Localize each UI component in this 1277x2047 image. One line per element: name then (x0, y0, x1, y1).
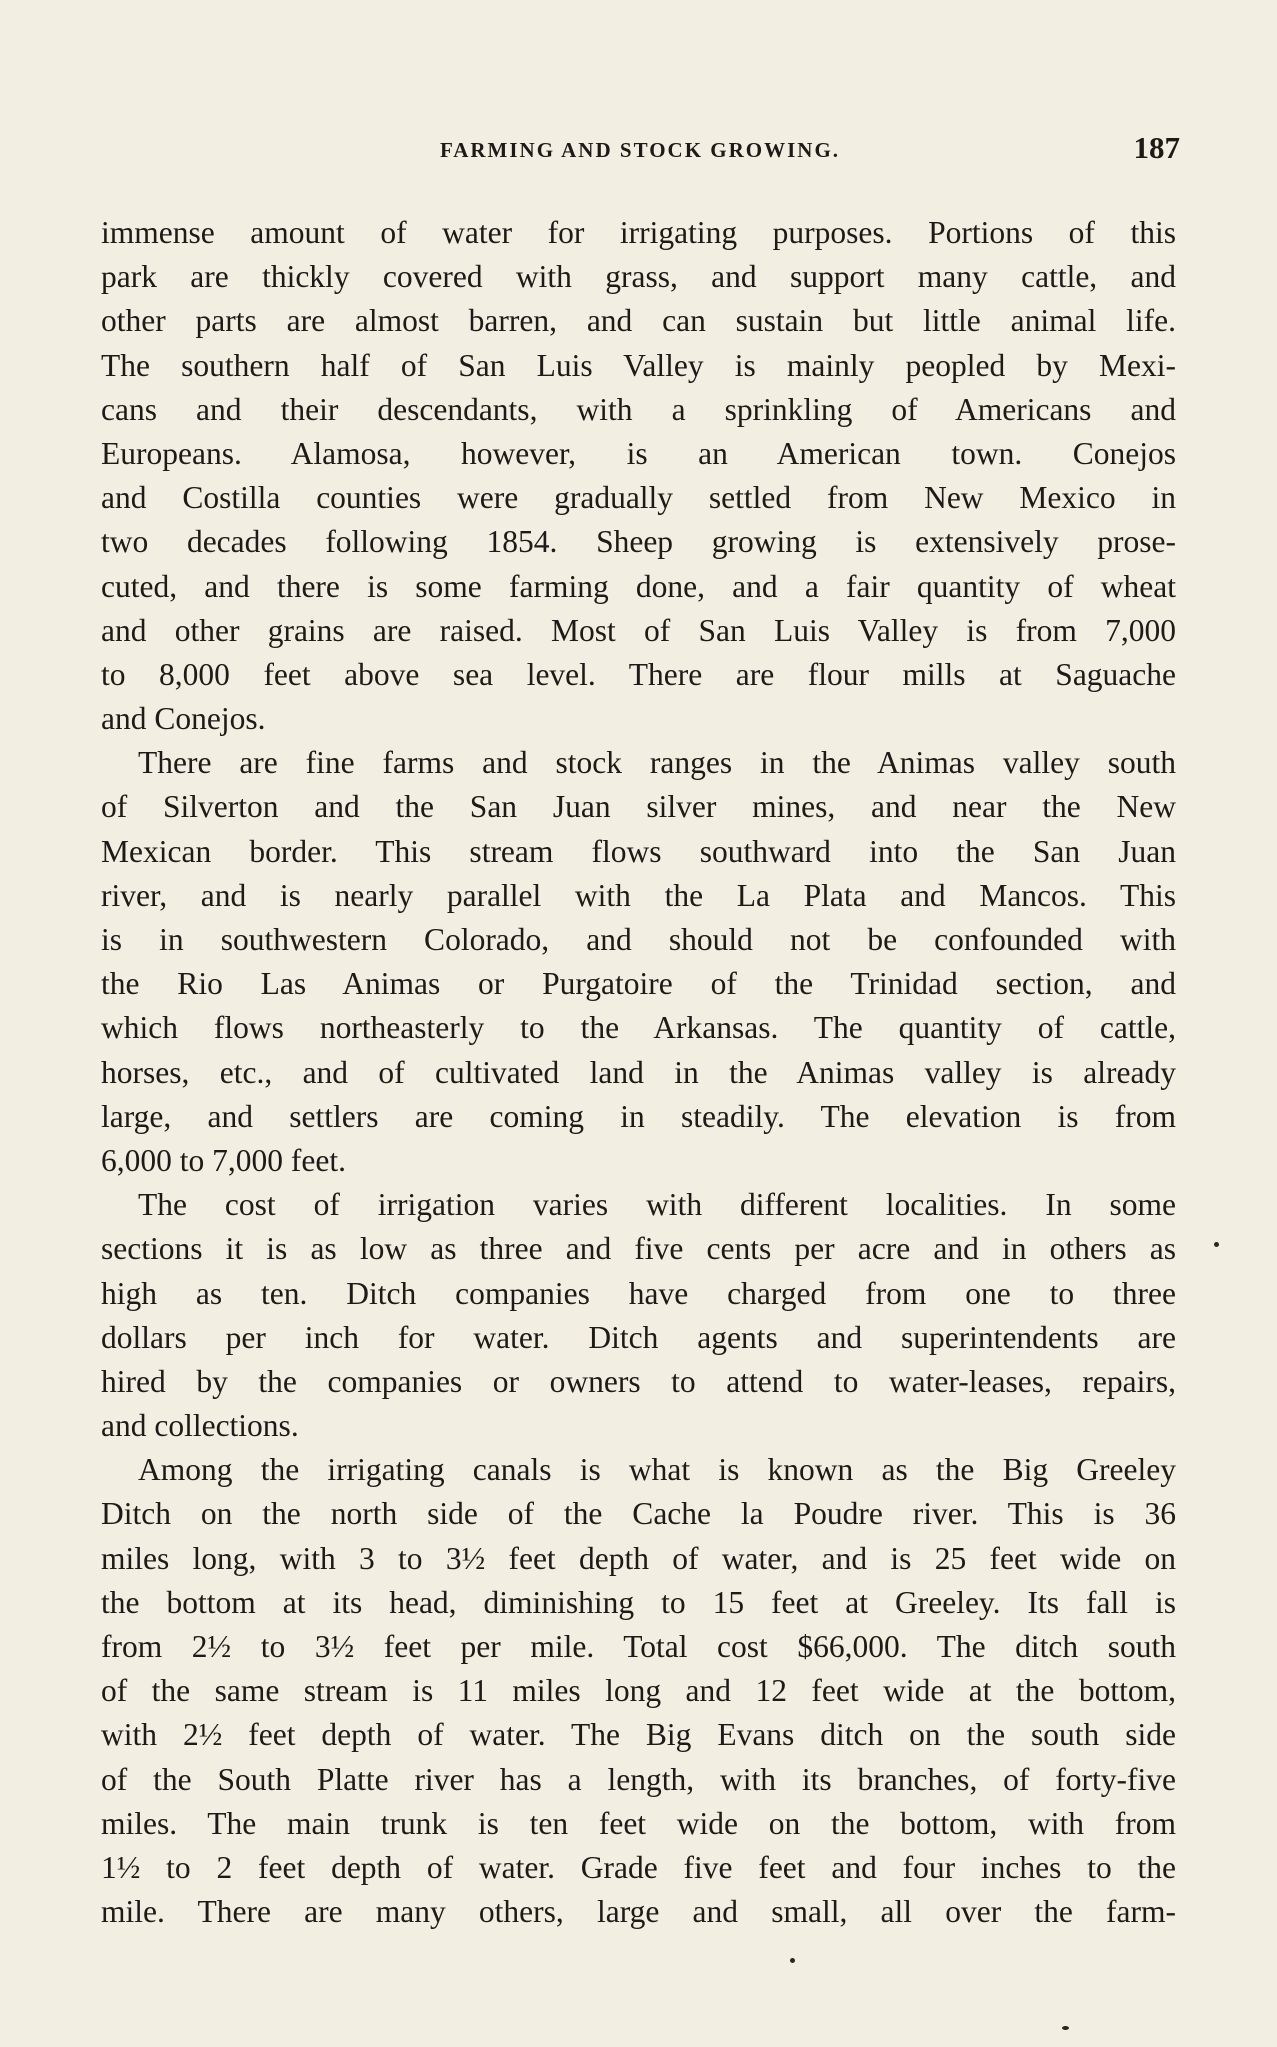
text-line: to 8,000 feet above sea level. There are flour mills at Saguache (101, 656, 1176, 692)
text-line: There are fine farms and stock ranges in the Animas valley south (138, 745, 1176, 781)
text-line: of Silverton and the San Juan silver mines, and near the New (101, 789, 1176, 825)
print-speck (1062, 2026, 1069, 2030)
text-line: The southern half of San Luis Valley is mainly peopled by Mexi- (101, 347, 1176, 383)
page-header (100, 130, 1180, 170)
text-line: from 2½ to 3½ feet per mile. Total cost $66,000. The ditch south (101, 1629, 1176, 1664)
text-line: sections it is as low as three and five cents per acre and in others as (101, 1231, 1176, 1267)
print-speck (1214, 1242, 1219, 1247)
text-line: high as ten. Ditch companies have charged from one to three (101, 1275, 1176, 1311)
text-line: large, and settlers are coming in steadily. The elevation is from (101, 1098, 1176, 1134)
text-line: river, and is nearly parallel with the La Plata and Mancos. This (101, 877, 1176, 913)
text-line: and Conejos. (101, 701, 266, 737)
text-line: Mexican border. This stream flows southward into the San Juan (101, 833, 1176, 869)
text-line: Among the irrigating canals is what is known as the Big Greeley (138, 1452, 1176, 1488)
text-line: the bottom at its head, diminishing to 15 feet at Greeley. Its fall is (101, 1584, 1176, 1620)
text-line: cans and their descendants, with a sprinkling of Americans and (101, 391, 1176, 427)
text-line: other parts are almost barren, and can sustain but little animal life. (101, 303, 1176, 339)
text-line: the Rio Las Animas or Purgatoire of the Trinidad section, and (101, 966, 1176, 1002)
text-line: and other grains are raised. Most of San Luis Valley is from 7,000 (101, 612, 1176, 648)
text-line: park are thickly covered with grass, and support many cattle, and (101, 259, 1176, 295)
text-line: of the South Platte river has a length, with its branches, of forty-five (101, 1761, 1176, 1797)
text-line: two decades following 1854. Sheep growing is extensively prose- (101, 524, 1176, 560)
text-line: mile. There are many others, large and small, all over the farm- (101, 1894, 1176, 1930)
text-line: which flows northeasterly to the Arkansas. The quantity of cattle, (101, 1010, 1176, 1046)
text-line: miles. The main trunk is ten feet wide on the bottom, with from (101, 1805, 1176, 1841)
text-line: 1½ to 2 feet depth of water. Grade five feet and four inches to the (101, 1849, 1176, 1885)
text-line: immense amount of water for irrigating purposes. Portions of this (101, 215, 1176, 250)
text-line: and collections. (101, 1408, 299, 1444)
text-line: Ditch on the north side of the Cache la Poudre river. This is 36 (101, 1496, 1176, 1532)
print-speck (790, 1958, 795, 1963)
text-line: horses, etc., and of cultivated land in the Animas valley is already (101, 1054, 1176, 1090)
page-number: 187 (1133, 130, 1180, 165)
text-line: 6,000 to 7,000 feet. (101, 1142, 346, 1178)
text-line: is in southwestern Colorado, and should not be confounded with (101, 922, 1176, 957)
text-line: of the same stream is 11 miles long and 12 feet wide at the bottom, (101, 1673, 1176, 1709)
text-line: The cost of irrigation varies with different localities. In some (138, 1187, 1176, 1223)
running-head: FARMING AND STOCK GROWING. (439, 138, 841, 162)
text-line: hired by the companies or owners to attend to water-leases, repairs, (101, 1363, 1176, 1399)
text-line: with 2½ feet depth of water. The Big Evans ditch on the south side (101, 1717, 1176, 1753)
body-text (101, 211, 1176, 1934)
text-line: dollars per inch for water. Ditch agents and superintendents are (101, 1319, 1176, 1355)
text-line: Europeans. Alamosa, however, is an American town. Conejos (101, 435, 1176, 471)
text-line: miles long, with 3 to 3½ feet depth of water, and is 25 feet wide on (101, 1540, 1176, 1576)
text-line: cuted, and there is some farming done, and a fair quantity of wheat (101, 568, 1176, 604)
text-line: and Costilla counties were gradually settled from New Mexico in (101, 480, 1176, 516)
